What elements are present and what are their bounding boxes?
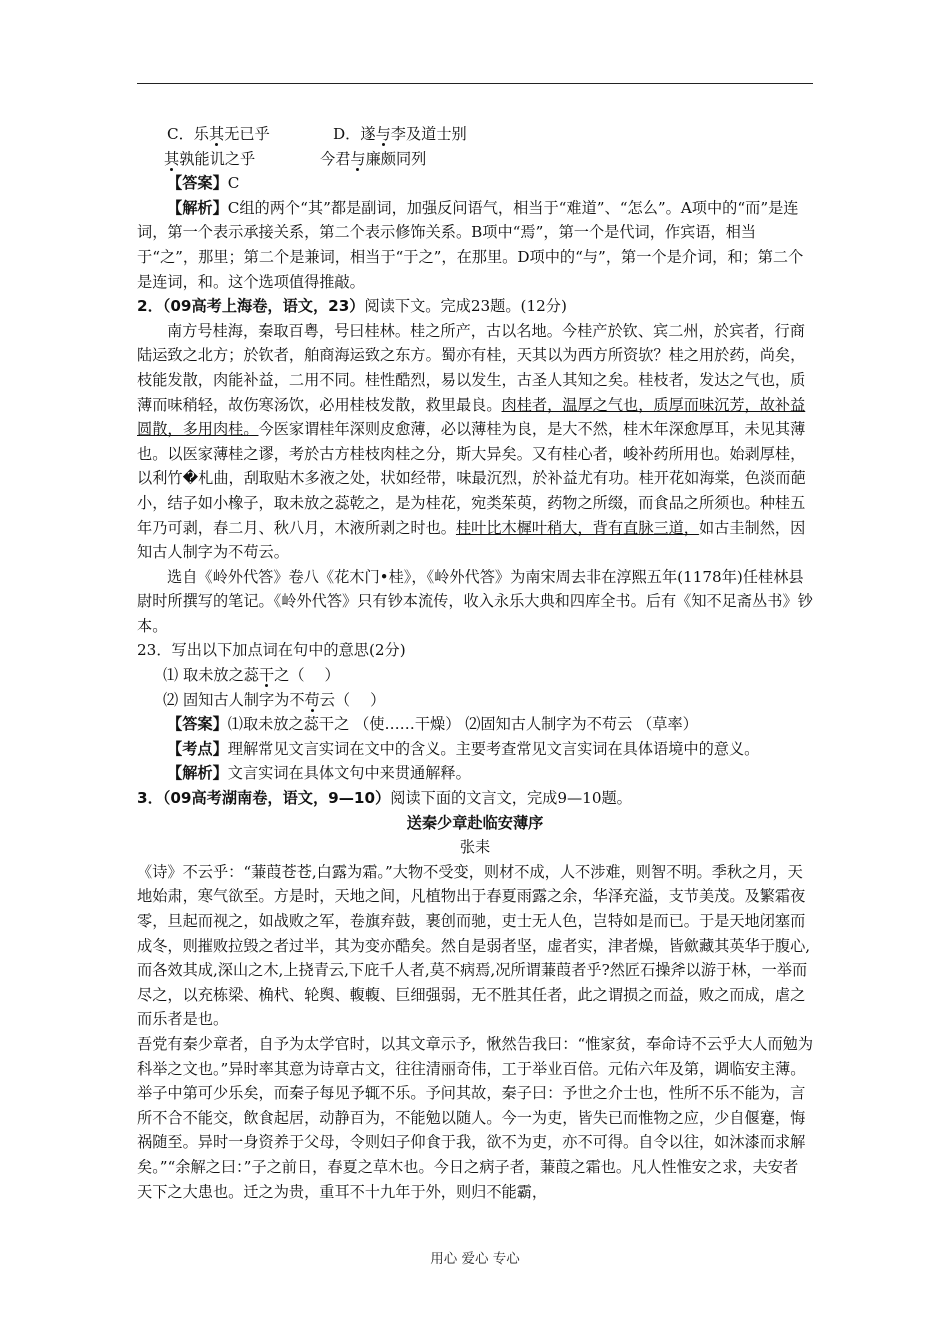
q3-para-1: 《诗》不云乎：“蒹葭苍苍,白露为霜。”大物不受变，则材不成，人不涉难，则智不明。季秋之月，天地始肃，寒气欲至。方是时，天地之间，凡植物出于春夏雨露之余，华泽充溢，支节美茂。及繁霜夜零，旦起而视之，如战败之军，卷旗弃鼓，裹创而驰，吏士无人色，岂特如是而已。于是天地闭塞而成冬，则摧败拉毁之者过半，其为变亦酷矣。然自是弱者坚，虚者实，津者燥，皆歛藏其英华于腹心,而各效其成,深山之木,上挠青云,下庇千人者,莫不病焉,况所谓蒹葭者乎?然匠石操斧以游于林，一举而尽之，以充栋梁、桷杙、轮舆、輹輹、巨细强弱，无不胜其任者，此之谓损之而益，败之而成，虐之而乐者是也。 [137, 862, 811, 1029]
page-footer: 用心 爱心 专心 [430, 1251, 520, 1267]
option-d-line2: 今君与廉颇同列 [320, 149, 427, 168]
q2-passage: 南方号桂海，秦取百粤，号曰桂林。桂之所产，古以名地。今桂产於钦、宾二州，於宾者，行商陆运致之北方；於钦者，舶商海运致之东方。蜀亦有桂，天其以为西方所资欤？桂之用於药，尚矣，枝能发散，肉能补益，二用不同。桂性酷烈，易以发生，古圣人其知之矣。桂枝者，发达之气也，质薄而味稍轻，故伤寒汤饮，必用桂枝发散，救里最良。肉桂者，温厚之气也，质厚而味沉芳，故补益圆散，多用肉桂。今医家谓桂年深则皮愈薄，必以薄桂为良，是大不然，桂木年深愈厚耳，未见其薄也。以医家薄桂之谬，考於古方桂枝肉桂之分，斯大异矣。又有桂心者，峻补药所用也。始剥厚桂，以利竹�札曲，刮取贴木多液之处，状如经带，味最沉烈，於补益尤有功。桂开花如海棠，色淡而葩小，结子如小橡子，取未放之蕊乾之，是为桂花，宛类茱萸，药物之所缀，而食品之所须也。种桂五年乃可剥，春二月、秋八月，木液所剥之时也。桂叶比木樨叶稍大，背有直脉三道，如古圭制然，因知古人制字为不苟云。 [137, 321, 806, 562]
q2-heading: 2．（09高考上海卷，语文，23）阅读下文。完成23题。(12分) [137, 297, 567, 316]
option-c: C．乐其无已乎 [167, 125, 270, 143]
q1-analysis: 【解析】C组的两个“其”都是副词，加强反问语气，相当于“难道”、“怎么”。A项中的“而”是连词，第一个表示承接关系，第二个表示修饰关系。B项中“焉”，第一个是代词，作宾语，相当于“之”，那里；第二个是兼词，相当于“于之”，在那里。D项中的“与”，第一个是介词，和；第二个是连词，和。这个选项值得推敲。 [137, 198, 804, 291]
option-d: D．遂与李及道士别 [333, 125, 467, 143]
q2-analysis: 【解析】文言实词在具体文句中来贯通解释。 [167, 764, 471, 783]
q23-prompt: 23．写出以下加点词在句中的意思(2分) [137, 641, 406, 660]
document-body [137, 122, 813, 1204]
q3-para-2: 吾党有秦少章者，自予为太学官时，以其文章示予，愀然告我曰：“惟家贫，奉命诗不云乎大人而勉为科举之文也。”异时率其意为诗章古文，往往清丽奇伟，工于举业百倍。元佑六年及第，调临安主薄。举子中第可少乐矣，而秦子每见予辄不乐。予问其故，秦子曰：予世之介士也，性所不乐不能为，言所不合不能交，飲食起居，动静百为，不能勉以随人。今一为吏，皆失已而惟物之应，少自偃蹇，悔祸随至。异时一身资养于父母，令则妇子仰食于我，欲不为吏，亦不可得。自令以往，如沐漆而求解矣。”“余解之曰：”子之前日，春夏之草木也。今日之病子者，蒹葭之霜也。凡人性惟安之求，夫安者天下之大患也。迁之为贵，重耳不十九年于外，则归不能霸， [137, 1034, 814, 1201]
q3-title: 送秦少章赴临安薄序 [406, 813, 544, 832]
options-row-1 [137, 122, 813, 147]
option-c-line2: 其孰能讥之乎 [164, 149, 256, 168]
q1-answer: 【答案】C [167, 174, 240, 193]
q3-author: 张耒 [459, 838, 491, 857]
q3-heading: 3．（09高考湖南卷，语文，9—10）阅读下面的文言文，完成9—10题。 [137, 789, 632, 808]
q2-answer: 【答案】⑴取未放之蕊干之 （使……干燥） ⑵固知古人制字为不苟云 （草率） [167, 715, 698, 734]
q2-point: 【考点】理解常见文言实词在文中的含义。主要考查常见文言实词在具体语境中的意义。 [167, 739, 760, 758]
q2-source-note: 选自《岭外代答》卷八《花木门•桂》，《岭外代答》为南宋周去非在淳熙五年(1178年)任桂林县尉时所撰写的笔记。《岭外代答》只有钞本流传，收入永乐大典和四库全书。后有《知不足斋丛书》钞本。 [137, 567, 813, 635]
q23-sub-2: ⑵ 固知古人制字为不苟云（ ） [163, 690, 386, 709]
underlined-sentence-1: 肉桂者，温厚之气也，质厚而味沉芳，故补益圆散，多用肉桂。 [137, 395, 806, 439]
q23-sub-1: ⑴ 取未放之蕊干之（ ） [163, 666, 340, 685]
options-row-2 [137, 147, 813, 172]
header-rule [137, 83, 813, 84]
underlined-sentence-2: 桂叶比木樨叶稍大，背有直脉三道， [455, 518, 699, 537]
